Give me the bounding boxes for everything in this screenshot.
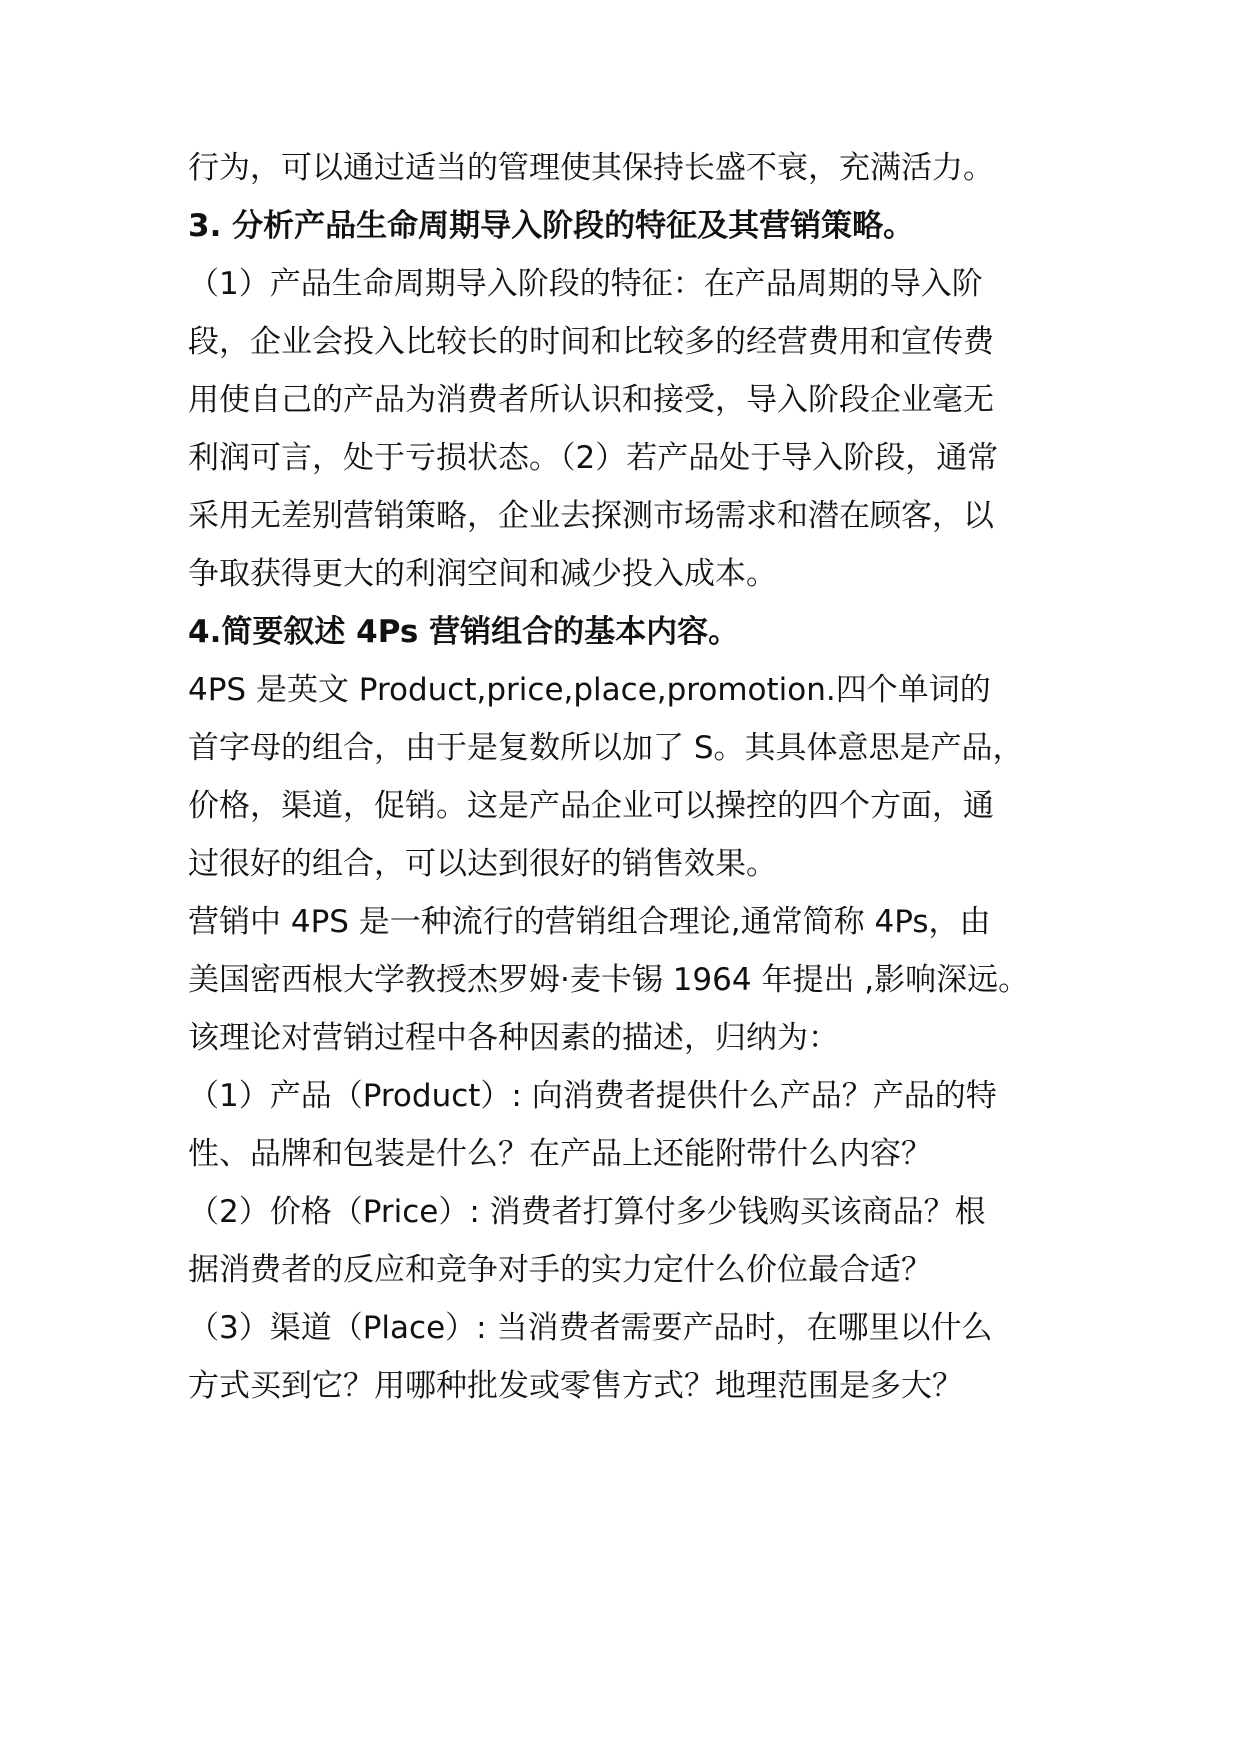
- text-line: （3）渠道（Place）: 当消费者需要产品时，在哪里以什么: [188, 1310, 993, 1346]
- text-line: 段，企业会投入比较长的时间和比较多的经营费用和宣传费: [188, 324, 994, 360]
- text-line: 利润可言，处于亏损状态。（2）若产品处于导入阶段，通常: [188, 440, 999, 476]
- text-line: 采用无差别营销策略，企业去探测市场需求和潜在顾客，以: [188, 498, 994, 534]
- text-line: 4PS 是英文 Product,price,place,promotion.四个单词的: [188, 672, 991, 708]
- text-line: 争取获得更大的利润空间和减少投入成本。: [188, 556, 777, 592]
- text-line: 价格，渠道，促销。这是产品企业可以操控的四个方面，通: [188, 788, 994, 824]
- question-heading: 3. 分析产品生命周期导入阶段的特征及其营销策略。: [188, 208, 915, 244]
- text-line: 据消费者的反应和竞争对手的实力定什么价位最合适？: [188, 1252, 932, 1288]
- question-heading: 4.简要叙述 4Ps 营销组合的基本内容。: [188, 614, 740, 650]
- text-line: 过很好的组合，可以达到很好的销售效果。: [188, 846, 777, 882]
- text-line: （1）产品生命周期导入阶段的特征：在产品周期的导入阶: [188, 266, 983, 302]
- text-line: 首字母的组合，由于是复数所以加了 S。其具体意思是产品，: [188, 730, 1024, 766]
- text-line: 用使自己的产品为消费者所认识和接受，导入阶段企业毫无: [188, 382, 994, 418]
- text-line: （2）价格（Price）: 消费者打算付多少钱购买该商品？根: [188, 1194, 986, 1230]
- text-line: 美国密西根大学教授杰罗姆·麦卡锡 1964 年提出 ,影响深远。: [188, 962, 1030, 998]
- text-line: 方式买到它？用哪种批发或零售方式？地理范围是多大？: [188, 1368, 963, 1404]
- text-line: 行为，可以通过适当的管理使其保持长盛不衰，充满活力。: [188, 150, 994, 186]
- text-line: 性、品牌和包装是什么？在产品上还能附带什么内容？: [188, 1136, 932, 1172]
- text-line: 该理论对营销过程中各种因素的描述，归纳为：: [188, 1020, 839, 1056]
- text-line: （1）产品（Product）: 向消费者提供什么产品？产品的特: [188, 1078, 997, 1114]
- text-line: 营销中 4PS 是一种流行的营销组合理论,通常简称 4Ps，由: [188, 904, 991, 940]
